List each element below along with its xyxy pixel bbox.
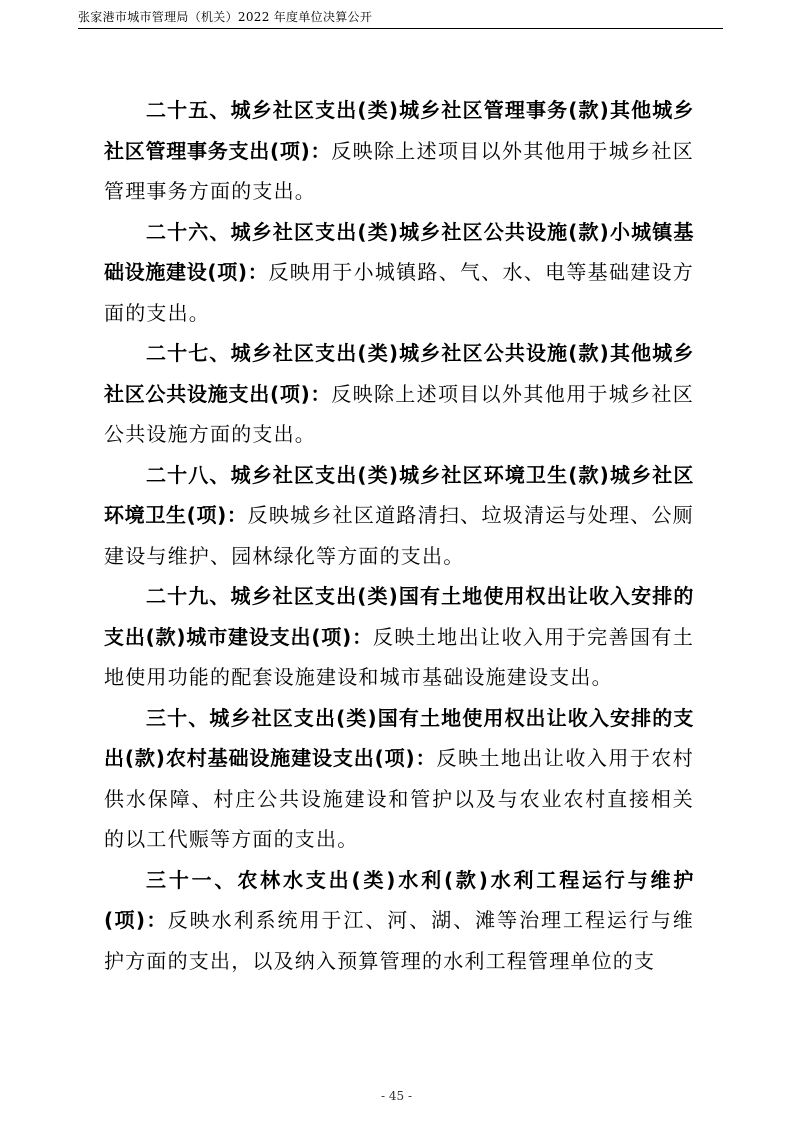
paragraph-31-text: 反映水利系统用于江、河、湖、滩等治理工程运行与维护方面的支出，以及纳入预算管理的水利工程管理单位的支: [104, 908, 694, 973]
paragraph-26: [104, 212, 694, 334]
document-body: [104, 90, 694, 981]
header-divider: [78, 28, 723, 29]
paragraph-29-text: 反映土地出让收入用于完善国有土地使用功能的配套设施建设和城市基础设施建设支出。: [104, 624, 695, 689]
paragraph-29-heading: 二十九、城乡社区支出(类)国有土地使用权出让收入安排的支出(款)城市建设支出(项)：: [104, 584, 694, 649]
paragraph-30-heading: 三十、城乡社区支出(类)国有土地使用权出让收入安排的支出(款)农村基础设施建设支出(项)：: [104, 705, 694, 770]
paragraph-25-heading: 二十五、城乡社区支出(类)城乡社区管理事务(款)其他城乡社区管理事务支出(项)：: [104, 98, 694, 163]
paragraph-31: [104, 860, 694, 982]
paragraph-25-text: 反映除上述项目以外其他用于城乡社区管理事务方面的支出。: [104, 138, 694, 203]
paragraph-30-text: 反映土地出让收入用于农村供水保障、村庄公共设施建设和管护以及与农业农村直接相关的以工代赈等方面的支出。: [104, 746, 694, 851]
paragraph-26-text: 反映用于小城镇路、气、水、电等基础建设方面的支出。: [104, 260, 695, 325]
paragraph-29: [104, 576, 694, 698]
paragraph-25: [104, 90, 694, 212]
paragraph-26-heading: 二十六、城乡社区支出(类)城乡社区公共设施(款)小城镇基础设施建设(项)：: [104, 219, 694, 284]
page-number: - 45 -: [380, 1089, 412, 1103]
paragraph-27-text: 反映除上述项目以外其他用于城乡社区公共设施方面的支出。: [104, 381, 694, 446]
paragraph-30: [104, 698, 694, 860]
paragraph-28: [104, 455, 694, 577]
paragraph-28-text: 反映城乡社区道路清扫、垃圾清运与处理、公厕建设与维护、园林绿化等方面的支出。: [104, 503, 694, 568]
page-header-title: 张家港市城市管理局（机关）2022 年度单位决算公开: [78, 10, 373, 24]
paragraph-27: [104, 333, 694, 455]
paragraph-31-heading: 三十一、农林水支出(类)水利(款)水利工程运行与维护(项)：: [104, 867, 694, 932]
paragraph-27-heading: 二十七、城乡社区支出(类)城乡社区公共设施(款)其他城乡社区公共设施支出(项)：: [104, 341, 694, 406]
paragraph-28-heading: 二十八、城乡社区支出(类)城乡社区环境卫生(款)城乡社区环境卫生(项)：: [104, 462, 694, 527]
